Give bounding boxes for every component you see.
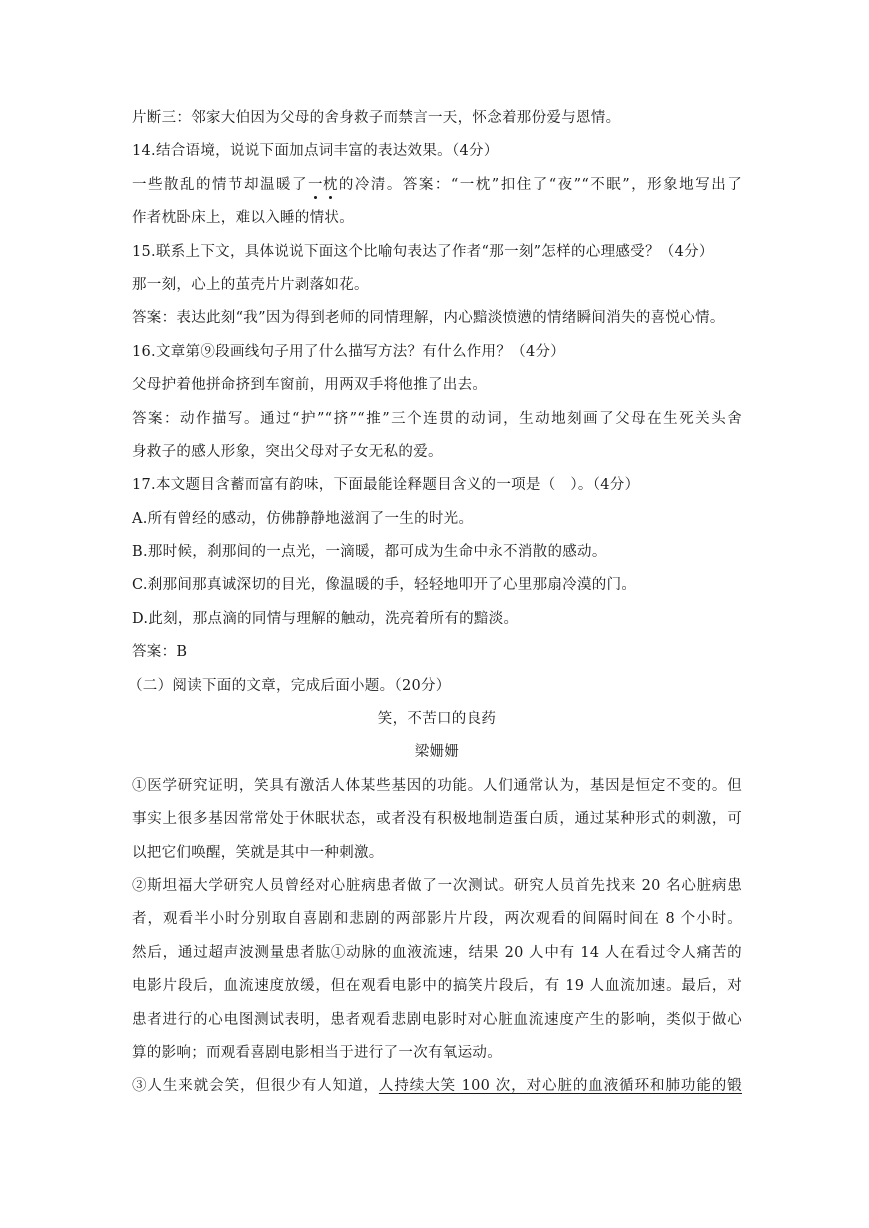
question-17-answer: 答案：B — [132, 644, 188, 661]
fragment-three: 片断三：邻家大伯因为父母的舍身救子而禁言一天，怀念着那份爱与恩情。 — [132, 110, 621, 126]
option-a: A.所有曾经的感动，仿佛静静地滋润了一生的时光。 — [132, 510, 474, 527]
paragraph-2-line-2: 者，观看半小时分别取自喜剧和悲剧的两部影片片段，两次观看的间隔时间在 8 个小时。 — [132, 911, 742, 928]
question-14: 14.结合语境，说说下面加点词丰富的表达效果。（4分） — [132, 143, 499, 160]
emphasis-dot-char: 枕 — [322, 176, 338, 193]
question-15-answer: 答案：表达此刻“我”因为得到老师的同情理解，内心黯淡愤懑的情绪瞬间消失的喜悦心情。 — [132, 310, 725, 327]
p3-plain-text: ③人生来就会笑，但很少有人知道， — [132, 1078, 379, 1095]
paragraph-2-line-6: 算的影响；而观看喜剧电影相当于进行了一次有氧运动。 — [132, 1044, 502, 1061]
question-17: 17.本文题目含蓄而富有韵味，下面最能诠释题目含义的一项是（ ）。（4分） — [132, 477, 640, 494]
question-16-quote: 父母护着他拼命挤到车窗前，用两双手将他推了出去。 — [132, 377, 488, 394]
option-b: B.那时候，刹那间的一点光，一滴暖，都可成为生命中永不消散的感动。 — [132, 544, 607, 561]
q14-text-b: 的冷清。答案：“一枕”扣住了“夜”“不眠”，形象地写出了 — [337, 176, 742, 193]
question-16-answer-line-1: 答案：动作描写。通过“护”“挤”“推”三个连贯的动词，生动地刻画了父母在生死关头舍 — [132, 410, 742, 427]
question-15: 15.联系上下文，具体说说下面这个比喻句表达了作者“那一刻”怎样的心理感受？（4分） — [132, 243, 714, 260]
option-d: D.此刻，那点滴的同情与理解的触动，洗亮着所有的黯淡。 — [132, 610, 519, 627]
question-16-answer-line-2: 身救子的感人形象，突出父母对子女无私的爱。 — [132, 443, 443, 460]
emphasis-dot-char: 一 — [308, 176, 323, 193]
paragraph-1-line-3: 以把它们唤醒，笑就是其中一种刺激。 — [132, 844, 384, 861]
article-title: 笑，不苦口的良药 — [377, 711, 497, 728]
p3-underlined-text: 人持续大笑 100 次，对心脏的血液循环和肺功能的锻 — [378, 1078, 742, 1095]
question-15-quote: 那一刻，心上的茧壳片片剥落如花。 — [132, 276, 369, 293]
paragraph-2-line-1: ②斯坦福大学研究人员曾经对心脏病患者做了一次测试。研究人员首先找来 20 名心脏病患 — [132, 877, 742, 894]
paragraph-1-line-1: ①医学研究证明，笑具有激活人体某些基因的功能。人们通常认为，基因是恒定不变的。但 — [132, 777, 742, 794]
document-page — [128, 108, 742, 1110]
paragraph-2-line-3: 然后，通过超声波测量患者肱①动脉的血液流速，结果 20 人中有 14 人在看过令人痛苦的 — [132, 944, 742, 961]
section-two-heading: （二）阅读下面的文章，完成后面小题。（20分） — [128, 677, 451, 694]
q14-text-a: 一些散乱的情节却温暖了 — [132, 176, 309, 193]
paragraph-2-line-4: 电影片段后，血流速度放缓，但在观看电影中的搞笑片段后，有 19 人血流加速。最后，对 — [132, 978, 742, 995]
paragraph-3-line-1 — [132, 1076, 742, 1096]
paragraph-2-line-5: 患者进行的心电图测试表明，患者观看悲剧电影时对心脏血流速度产生的影响，类似于做心 — [132, 1011, 742, 1028]
option-c: C.刹那间那真诚深切的目光，像温暖的手，轻轻地叩开了心里那扇冷漠的门。 — [132, 577, 637, 594]
paragraph-1-line-2: 事实上很多基因常常处于休眠状态，或者没有积极地制造蛋白质，通过某种形式的刺激，可 — [132, 811, 742, 828]
question-14-answer-line-1 — [132, 175, 742, 195]
article-author: 梁姗姗 — [414, 744, 460, 761]
question-16: 16.文章第⑨段画线句子用了什么描写方法？有什么作用？（4分） — [132, 343, 566, 360]
question-14-answer-line-2: 作者枕卧床上，难以入睡的情状。 — [132, 210, 354, 227]
